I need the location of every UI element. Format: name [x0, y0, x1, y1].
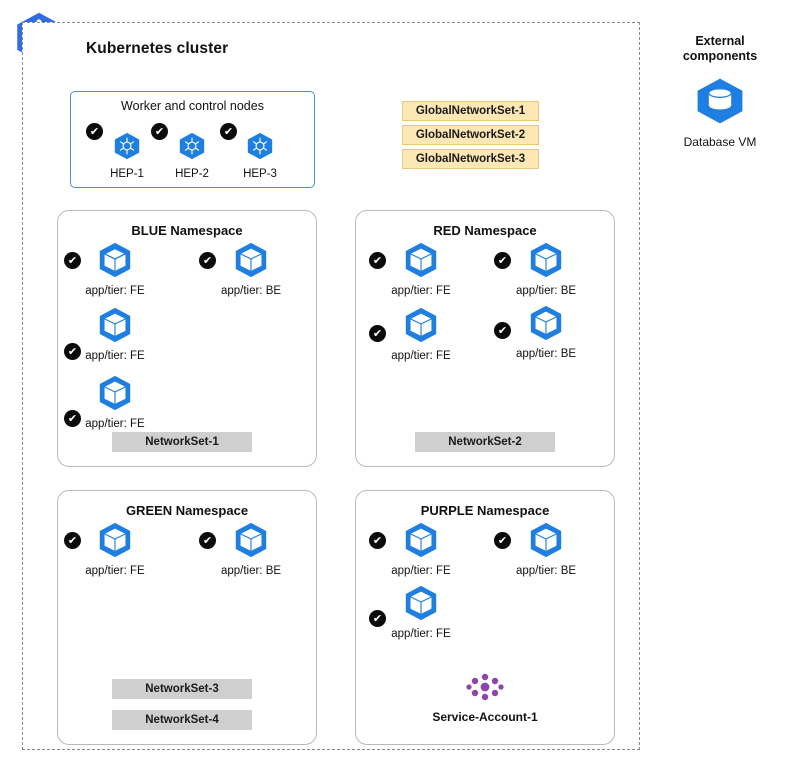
pod-label: app/tier: BE	[515, 285, 577, 297]
external-title-line2: components	[682, 49, 758, 63]
host-endpoint-hep-1	[91, 131, 163, 180]
pod-icon	[527, 520, 565, 560]
check-icon: ✔	[220, 123, 237, 140]
check-icon: ✔	[151, 123, 168, 140]
globalnetworkset-2: GlobalNetworkSet-2	[402, 125, 539, 145]
service-account-icon	[465, 689, 505, 706]
external-title-line1: External	[695, 34, 745, 48]
pod-label: app/tier: BE	[515, 348, 577, 360]
check-icon: ✔	[369, 325, 386, 342]
pod-label: app/tier: FE	[391, 350, 451, 362]
pod-icon	[96, 373, 134, 413]
kubernetes-node-icon	[177, 131, 207, 161]
pod-icon	[402, 305, 440, 345]
pod-purple-fe-1	[373, 520, 469, 577]
pod-label: app/tier: FE	[391, 628, 451, 640]
database-vm-icon	[692, 113, 748, 130]
pod-blue-fe-2	[67, 305, 163, 362]
check-icon: ✔	[369, 532, 386, 549]
namespace-title: PURPLE Namespace	[420, 503, 550, 518]
pod-purple-fe-2	[373, 583, 469, 640]
check-icon: ✔	[64, 532, 81, 549]
pod-icon	[96, 520, 134, 560]
worker-and-control-nodes-box	[70, 91, 315, 188]
host-endpoint-label: HEP-3	[243, 168, 277, 180]
kubernetes-node-icon	[245, 131, 275, 161]
namespace-title: GREEN Namespace	[125, 503, 249, 518]
pod-green-be-1	[203, 520, 299, 577]
pod-label: app/tier: FE	[391, 285, 451, 297]
pod-red-be-1	[498, 240, 594, 297]
pod-green-fe-1	[67, 520, 163, 577]
pod-blue-fe-1	[67, 240, 163, 297]
pod-label: app/tier: BE	[220, 565, 282, 577]
host-endpoint-label: HEP-2	[175, 168, 209, 180]
service-account-label: Service-Account-1	[432, 710, 538, 724]
service-account-1	[405, 672, 565, 724]
pod-label: app/tier: FE	[85, 285, 145, 297]
pod-red-fe-1	[373, 240, 469, 297]
networkset-4: NetworkSet-4	[112, 710, 252, 730]
pod-icon	[402, 583, 440, 623]
check-icon: ✔	[494, 252, 511, 269]
networkset-1: NetworkSet-1	[112, 432, 252, 452]
external-components-title	[660, 34, 780, 64]
database-vm	[660, 76, 780, 149]
pod-icon	[527, 240, 565, 280]
pod-label: app/tier: FE	[85, 418, 145, 430]
pod-blue-fe-3	[67, 373, 163, 430]
pod-label: app/tier: FE	[85, 350, 145, 362]
pod-icon	[96, 240, 134, 280]
pod-red-be-2	[498, 303, 594, 360]
pod-icon	[402, 520, 440, 560]
pod-label: app/tier: BE	[220, 285, 282, 297]
nodes-box-title: Worker and control nodes	[121, 99, 264, 113]
pod-icon	[232, 240, 270, 280]
globalnetworkset-1: GlobalNetworkSet-1	[402, 101, 539, 121]
pod-purple-be-1	[498, 520, 594, 577]
pod-icon	[96, 305, 134, 345]
database-vm-label: Database VM	[683, 135, 757, 149]
networkset-2: NetworkSet-2	[415, 432, 555, 452]
check-icon: ✔	[86, 123, 103, 140]
host-endpoint-label: HEP-1	[110, 168, 144, 180]
pod-label: app/tier: FE	[391, 565, 451, 577]
networkset-3: NetworkSet-3	[112, 679, 252, 699]
check-icon: ✔	[369, 252, 386, 269]
namespace-title: RED Namespace	[433, 223, 537, 238]
check-icon: ✔	[64, 343, 81, 360]
globalnetworkset-3: GlobalNetworkSet-3	[402, 149, 539, 169]
pod-label: app/tier: BE	[515, 565, 577, 577]
pod-red-fe-2	[373, 305, 469, 362]
pod-icon	[402, 240, 440, 280]
kubernetes-node-icon	[112, 131, 142, 161]
pod-blue-be-1	[203, 240, 299, 297]
check-icon: ✔	[64, 252, 81, 269]
check-icon: ✔	[199, 252, 216, 269]
host-endpoint-hep-2	[156, 131, 228, 180]
check-icon: ✔	[494, 322, 511, 339]
pod-icon	[527, 303, 565, 343]
pod-label: app/tier: FE	[85, 565, 145, 577]
check-icon: ✔	[64, 410, 81, 427]
check-icon: ✔	[199, 532, 216, 549]
pod-icon	[232, 520, 270, 560]
check-icon: ✔	[494, 532, 511, 549]
host-endpoint-hep-3	[224, 131, 296, 180]
namespace-title: BLUE Namespace	[131, 223, 243, 238]
cluster-title: Kubernetes cluster	[86, 40, 229, 57]
check-icon: ✔	[369, 610, 386, 627]
